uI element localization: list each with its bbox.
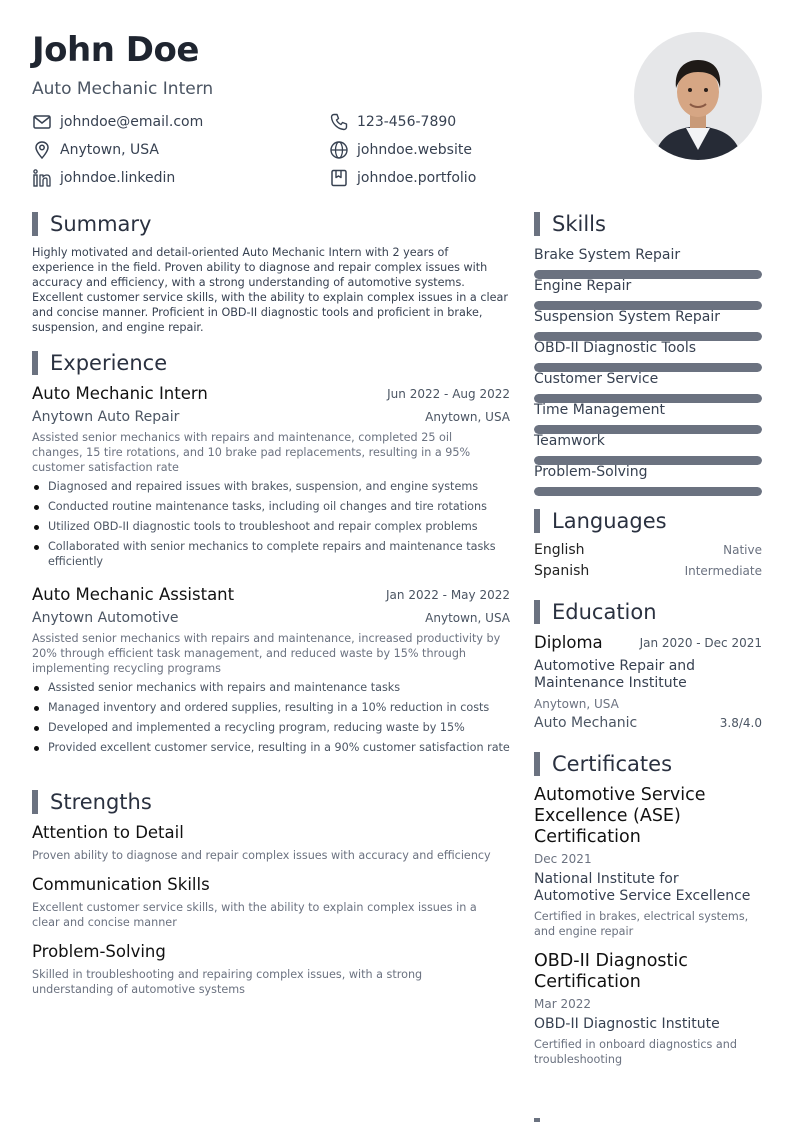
skill-level-track [534,487,762,496]
certificate-issuer: OBD-II Diagnostic Institute [534,1016,720,1032]
skill-item [534,246,762,279]
bookmark-icon [329,168,349,188]
website-text: johndoe.website [357,142,472,158]
email-text: johndoe@email.com [60,114,204,130]
skill-name: OBD-II Diagnostic Tools [534,340,697,356]
location-pin-icon [32,140,52,160]
person-portrait-icon [634,32,762,160]
heading-accent-bar [534,212,540,236]
linkedin-icon [32,168,52,188]
certificate-title: OBD-II Diagnostic Certification [534,951,688,992]
contact-phone[interactable] [329,112,456,132]
heading-accent-bar [534,600,540,624]
education-gpa: 3.8/4.0 [719,716,762,730]
contact-website[interactable] [329,140,472,160]
certificate-description: Certified in onboard diagnostics and troubleshooting [534,1038,737,1066]
job-bullet-list [32,479,510,574]
phone-text: 123-456-7890 [357,114,457,130]
skill-name: Suspension System Repair [534,309,720,325]
skill-item [534,463,762,496]
certificate-description: Certified in brakes, electrical systems, and engine repair [534,910,749,938]
certificate-date: Mar 2022 [534,997,591,1011]
section-marker [534,1118,540,1122]
strength-text: Skilled in troubleshooting and repairing complex issues, with a strong understanding of automotive systems [32,968,423,996]
job-dates: Jun 2022 - Aug 2022 [387,387,510,401]
strength-title: Communication Skills [32,875,210,894]
language-name: Spanish [534,563,590,579]
languages-heading [534,509,667,533]
language-level: Native [723,543,762,557]
skill-item [534,370,762,403]
globe-icon [329,140,349,160]
certificates-heading [534,752,672,776]
education-heading-text: Education [552,600,657,624]
linkedin-text: johndoe.linkedin [60,170,176,186]
list-item: Managed inventory and ordered supplies, resulting in a 10% reduction in costs [32,700,510,715]
skill-item [534,339,762,372]
candidate-role: Auto Mechanic Intern [32,79,214,99]
education-field: Auto Mechanic [534,715,638,731]
experience-heading-text: Experience [50,351,168,375]
certificates-heading-text: Certificates [552,752,673,776]
portfolio-text: johndoe.portfolio [357,170,477,186]
contact-linkedin[interactable] [32,168,175,188]
skills-heading [534,212,606,236]
heading-accent-bar [32,351,38,375]
list-item: Collaborated with senior mechanics to complete repairs and maintenance tasks efficiently [32,539,510,569]
skill-name: Time Management [534,402,665,418]
skill-level-fill [534,487,762,496]
contact-portfolio[interactable] [329,168,476,188]
language-level: Intermediate [684,564,762,578]
skill-name: Brake System Repair [534,247,681,263]
education-location: Anytown, USA [534,697,619,711]
heading-accent-bar [534,752,540,776]
list-item: Conducted routine maintenance tasks, including oil changes and tire rotations [32,499,510,514]
education-dates: Jan 2020 - Dec 2021 [639,636,762,650]
phone-icon [329,112,349,132]
certificate-title: Automotive Service Excellence (ASE) Certification [534,785,706,847]
skills-heading-text: Skills [552,212,606,236]
strengths-heading-text: Strengths [50,790,152,814]
mail-icon [32,112,52,132]
experience-heading [32,351,167,375]
location-text: Anytown, USA [60,142,159,158]
job-bullet-list [32,680,510,760]
skill-name: Teamwork [534,433,605,449]
languages-heading-text: Languages [552,509,667,533]
job-title: Auto Mechanic Intern [32,384,208,403]
certificate-issuer: National Institute for Automotive Service Excellence [534,871,751,904]
job-description: Assisted senior mechanics with repairs and maintenance, increased productivity by 20% through efficient task management, and reduced waste by 15% through implementing recycling programs [32,632,501,675]
education-school: Automotive Repair and Maintenance Institute [534,658,696,691]
skill-item [534,432,762,465]
education-degree: Diploma [534,633,603,652]
list-item: Utilized OBD-II diagnostic tools to troubleshoot and repair complex problems [32,519,510,534]
contact-email[interactable] [32,112,203,132]
skill-name: Problem-Solving [534,464,648,480]
contact-location [32,140,159,160]
skill-name: Customer Service [534,371,659,387]
candidate-name: John Doe [32,30,199,70]
summary-text: Highly motivated and detail-oriented Auto Mechanic Intern with 2 years of experience in the field. Proven ability to diagnose and repair complex issues with accuracy and efficiency, with a strong understanding of automotive systems. Excellent customer service skills, with the ability to explain complex issues in a clear and concise manner. Proficient in OBD-II diagnostic tools and proficient in brake, suspension, and engine repair. [32,246,508,334]
heading-accent-bar [32,790,38,814]
language-name: English [534,542,585,558]
strength-text: Excellent customer service skills, with the ability to explain complex issues in a clear and concise manner [32,901,477,929]
job-location: Anytown, USA [425,410,510,424]
strength-title: Problem-Solving [32,942,166,961]
skill-name: Engine Repair [534,278,632,294]
strengths-heading [32,790,152,814]
heading-accent-bar [32,212,38,236]
education-heading [534,600,657,624]
strength-text: Proven ability to diagnose and repair complex issues with accuracy and efficiency [32,849,491,862]
heading-accent-bar [534,509,540,533]
strength-title: Attention to Detail [32,823,184,842]
job-description: Assisted senior mechanics with repairs and maintenance, completed 25 oil changes, 15 tire rotations, and 10 brake pad replacements, resulting in a 95% customer satisfaction rate [32,431,471,474]
skill-item [534,277,762,310]
summary-heading [32,212,151,236]
profile-photo [634,32,762,160]
summary-heading-text: Summary [50,212,152,236]
list-item: Assisted senior mechanics with repairs and maintenance tasks [32,680,510,695]
certificate-date: Dec 2021 [534,852,592,866]
list-item: Provided excellent customer service, resulting in a 90% customer satisfaction rate [32,740,510,755]
job-title: Auto Mechanic Assistant [32,585,235,604]
list-item: Diagnosed and repaired issues with brakes, suspension, and engine systems [32,479,510,494]
skill-item [534,401,762,434]
job-company: Anytown Auto Repair [32,409,180,425]
skill-item [534,308,762,341]
list-item: Developed and implemented a recycling program, reducing waste by 15% [32,720,510,735]
job-dates: Jan 2022 - May 2022 [386,588,510,602]
job-company: Anytown Automotive [32,610,179,626]
job-location: Anytown, USA [425,611,510,625]
